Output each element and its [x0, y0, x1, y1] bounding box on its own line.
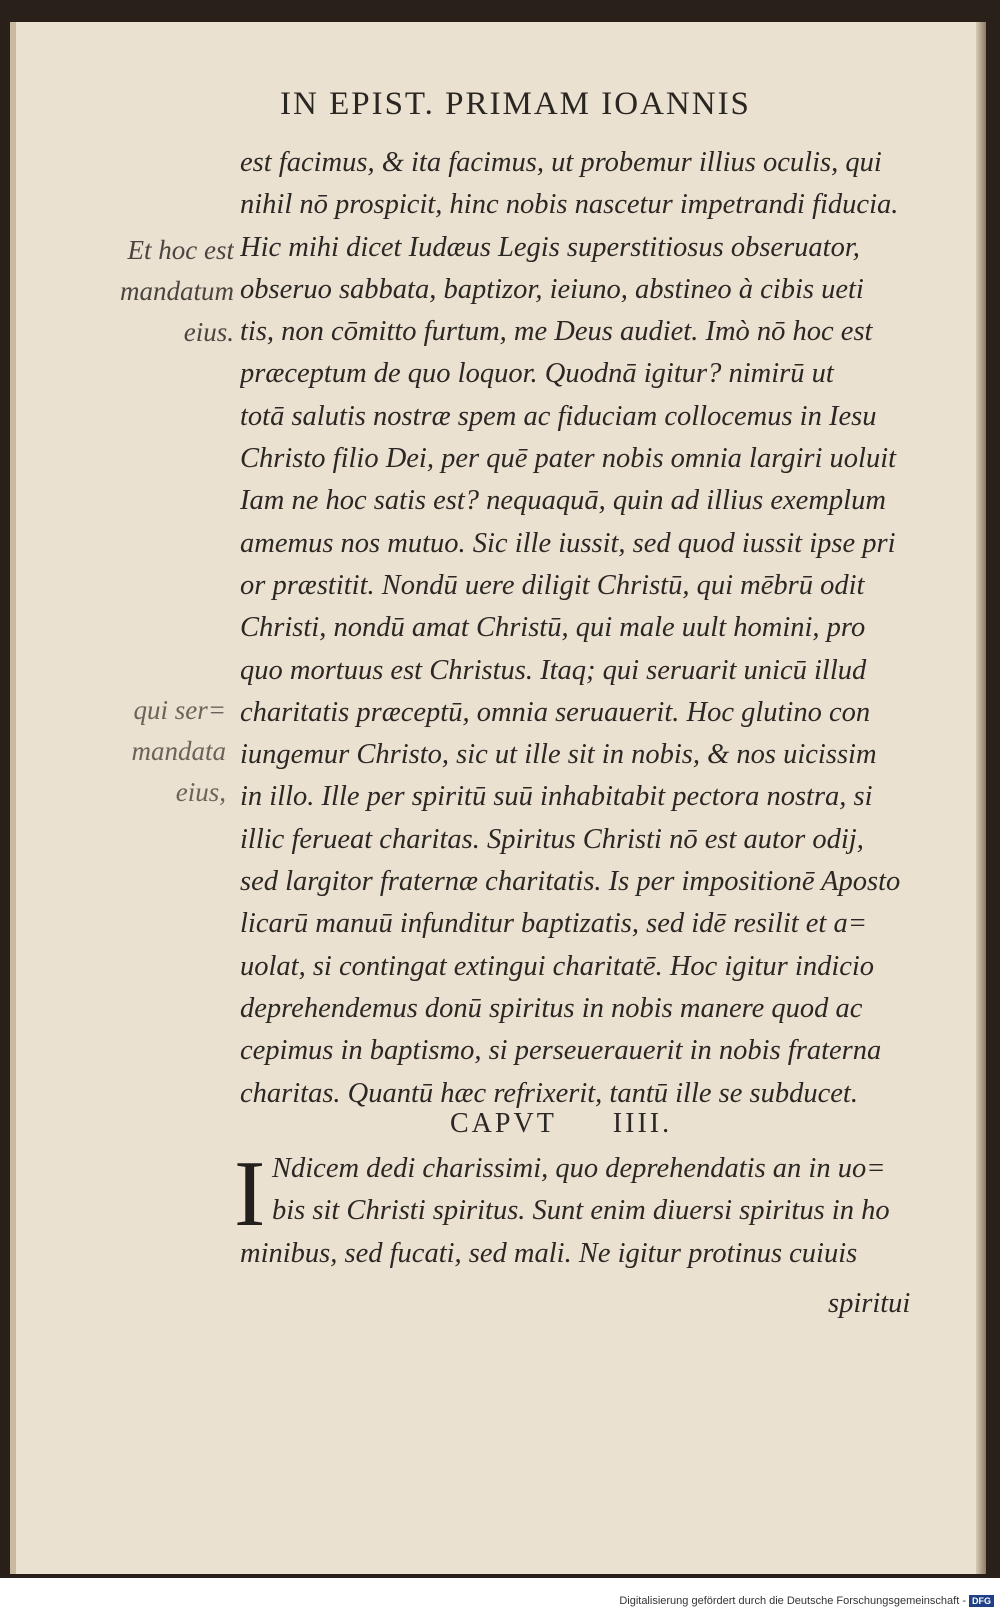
text-line: charitas. Quantū hæc refrixerit, tantū ille se subducet. [240, 1077, 858, 1109]
margin-note-line: Et hoc est [127, 235, 234, 265]
catchword: spiritui [828, 1288, 911, 1319]
text-line: tis, non cōmitto furtum, me Deus audiet. Imò nō hoc est [240, 316, 873, 348]
text-line: Ndicem dedi charissimi, quo deprehendatis an in uo= [272, 1153, 886, 1184]
text-line: uolat, si contingat extingui charitatē. Hoc igitur indicio [240, 950, 875, 982]
text-line: charitatis præceptū, omnia seruauerit. Hoc glutino con [240, 696, 871, 728]
margin-note-2 [60, 690, 226, 813]
text-line: iungemur Christo, sic ut ille sit in nobis, & nos uicissim [240, 739, 877, 771]
page-edge [976, 22, 986, 1574]
drop-cap-initial: I [234, 1142, 266, 1246]
text-line: quo mortuus est Christus. Itaq; qui seruarit unicū illud [240, 654, 867, 686]
text-line: bis sit Christi spiritus. Sunt enim diuersi spiritus in ho [272, 1195, 890, 1227]
text-line: Christi, nondū amat Christū, qui male uult homini, pro [240, 612, 866, 644]
text-line: obseruo sabbata, baptizor, ieiuno, abstineo à cibis ueti [240, 273, 864, 305]
text-line: or præstitit. Nondū uere diligit Christū, qui mēbrū odit [240, 569, 865, 601]
chapter-heading-word: CAPVT [450, 1108, 557, 1139]
text-line: totā salutis nostræ spem ac fiduciam collocemus in Iesu [240, 400, 877, 432]
text-line: Christo filio Dei, per quē pater nobis omnia largiri uoluit [240, 443, 897, 475]
margin-note-line: eius. [183, 317, 234, 347]
text-line: amemus nos mutuo. Sic ille iussit, sed quod iussit ipse pri [240, 527, 896, 559]
margin-note-1 [84, 230, 234, 353]
text-line: nihil nō prospicit, hinc nobis nascetur impetrandi fiducia. [240, 189, 899, 221]
main-text [240, 142, 915, 1115]
running-title: IN EPIST. PRIMAM IOANNIS [280, 86, 751, 122]
text-line: minibus, sed fucati, sed mali. Ne igitur protinus cuiuis [240, 1237, 858, 1269]
margin-note-line: eius, [175, 777, 226, 807]
digitization-credit [619, 1595, 994, 1607]
margin-note-line: qui ser= [133, 695, 226, 725]
text-line: cepimus in baptismo, si perseuerauerit in nobis fraterna [240, 1035, 882, 1067]
text-line: licarū manuū infunditur baptizatis, sed idē resilit et a= [240, 908, 867, 940]
text-line: deprehendemus donū spiritus in nobis manere quod ac [240, 992, 863, 1024]
margin-note-line: mandata [131, 736, 226, 766]
text-line: Hic mihi dicet Iudæus Legis superstitiosus obseruator, [240, 231, 860, 263]
credit-text: Digitalisierung gefördert durch die Deutsche Forschungsgemeinschaft - [619, 1595, 966, 1607]
text-line: præceptum de quo loquor. Quodnā igitur? nimirū ut [240, 358, 834, 390]
text-line: illic ferueat charitas. Spiritus Christi nō est autor odij, [240, 823, 864, 855]
chapter-text [240, 1148, 915, 1275]
text-line: Iam ne hoc satis est? nequaquā, quin ad illius exemplum [240, 485, 886, 517]
chapter-number: IIII. [612, 1108, 673, 1139]
dfg-logo: DFG [969, 1595, 994, 1607]
text-line: in illo. Ille per spiritū suū inhabitabit pectora nostra, si [240, 781, 873, 813]
text-line: est facimus, & ita facimus, ut probemur illius oculis, qui [240, 147, 882, 178]
margin-note-line: mandatum [120, 276, 234, 306]
text-line: sed largitor fraternæ charitatis. Is per impositionē Aposto [240, 866, 901, 898]
chapter-heading [450, 1108, 728, 1140]
